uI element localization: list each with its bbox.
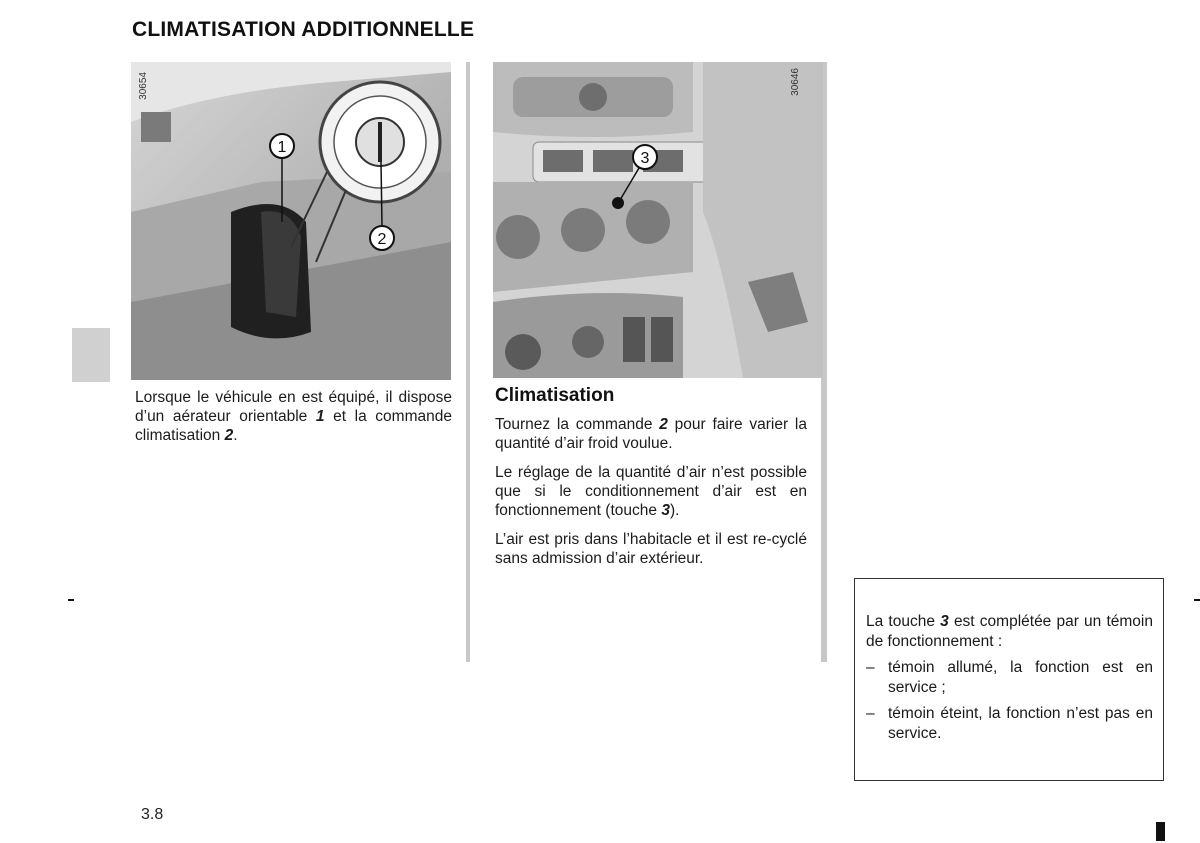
crop-mark-right	[1194, 599, 1200, 601]
svg-text:1: 1	[277, 139, 287, 156]
figure-reference-right: 30646	[790, 68, 801, 96]
dashboard-ac-button-illustration	[493, 62, 823, 378]
note-content	[866, 612, 1153, 750]
note-item-text: témoin éteint, la fonction n’est pas en service.	[888, 705, 1153, 742]
note-item-on	[866, 658, 1153, 698]
vent-illustration-svg	[131, 62, 451, 380]
dash-bullet: –	[866, 705, 875, 722]
page-end-marker	[1156, 822, 1165, 841]
svg-text:2: 2	[377, 231, 387, 248]
dash-bullet: –	[866, 659, 875, 676]
note-item-off	[866, 704, 1153, 744]
column-divider-left	[466, 62, 470, 662]
chapter-tab-mark	[72, 328, 110, 382]
note-box	[854, 578, 1164, 781]
crop-mark-left	[68, 599, 74, 601]
svg-text:3: 3	[640, 150, 650, 167]
page-title: CLIMATISATION ADDITIONNELLE	[132, 18, 475, 41]
note-intro: La touche 3 est complétée par un témoin de fonctionnement :	[866, 613, 1153, 650]
dashboard-illustration-svg	[493, 62, 823, 378]
left-column-text	[135, 388, 452, 455]
air-quantity-paragraph: Le réglage de la quantité d’air n’est possible que si le conditionnement d’air est en fonctionnement (touche 3).	[495, 464, 807, 519]
page-number: 3.8	[141, 806, 164, 823]
note-item-text: témoin allumé, la fonction est en service ;	[888, 659, 1153, 696]
vehicle-equipment-paragraph: Lorsque le véhicule en est équipé, il dispose d’un aérateur orientable 1 et la commande climatisation 2.	[135, 389, 452, 444]
middle-column-text	[495, 415, 807, 578]
control-2-paragraph: Tournez la commande 2 pour faire varier la quantité d’air froid voulue.	[495, 416, 807, 452]
section-heading-climatisation: Climatisation	[495, 385, 615, 406]
figure-reference-left: 30654	[138, 72, 149, 100]
vent-and-ac-control-illustration	[131, 62, 451, 380]
recycle-paragraph: L’air est pris dans l’habitacle et il est re-cyclé sans admission d’air extérieur.	[495, 531, 807, 567]
